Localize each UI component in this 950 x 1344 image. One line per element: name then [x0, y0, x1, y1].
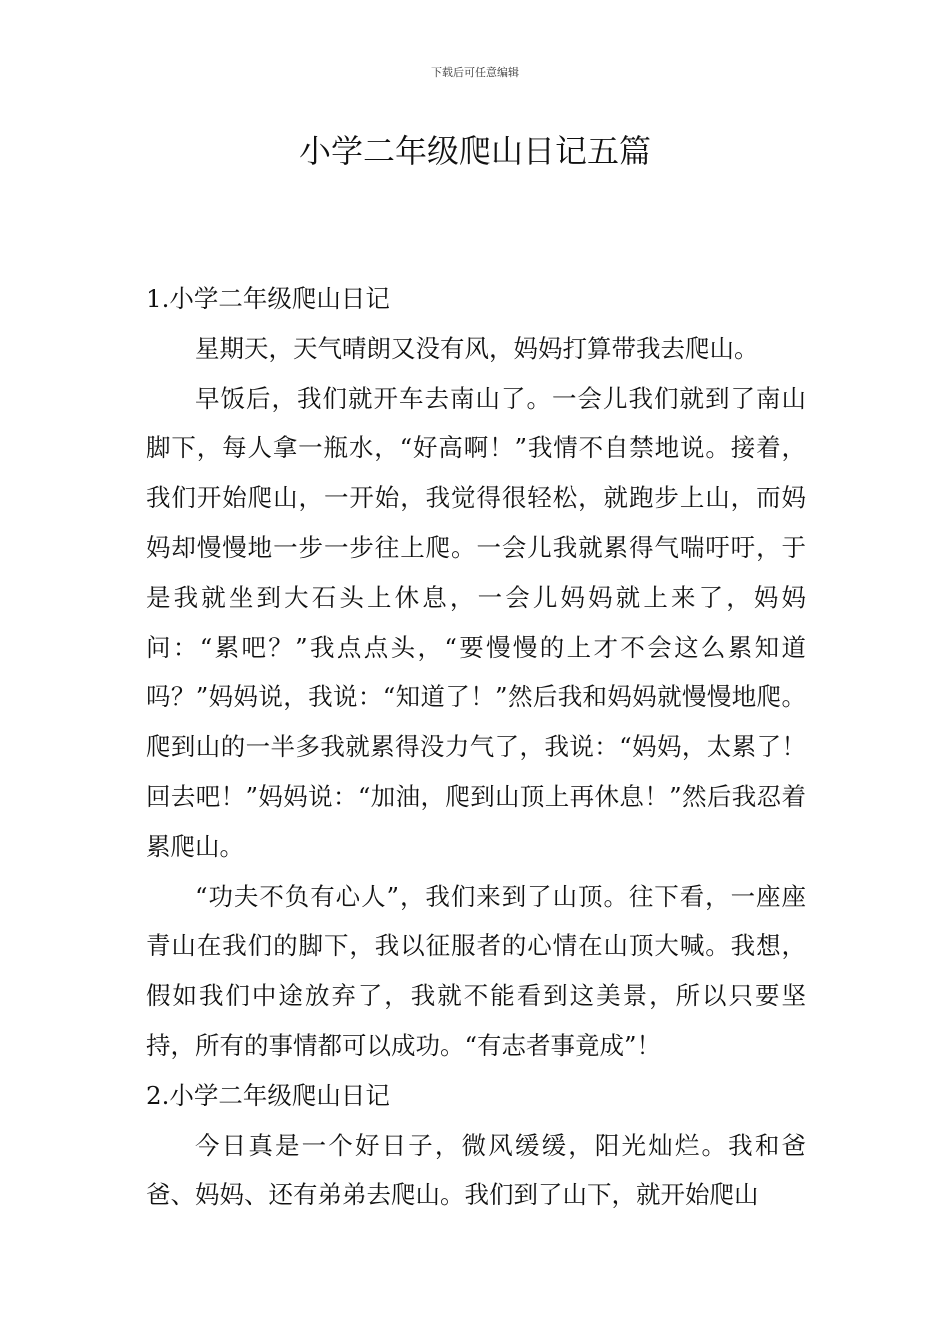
header-note: 下载后可任意编辑 [431, 66, 519, 79]
paragraph: “功夫不负有心人”，我们来到了山顶。往下看，一座座青山在我们的脚下，我以征服者的心情在山顶大喊。我想，假如我们中途放弃了，我就不能看到这美景，所以只要坚持，所有的事情都可以成功。“有志者事竟成”！ [146, 881, 806, 1060]
document-body [146, 274, 806, 1220]
section-heading-2: 2.小学二年级爬山日记 [146, 1080, 390, 1110]
paragraph: 早饭后，我们就开车去南山了。一会儿我们就到了南山脚下，每人拿一瓶水，“好高啊！”我情不自禁地说。接着，我们开始爬山，一开始，我觉得很轻松，就跑步上山，而妈妈却慢慢地一步一步往上爬。一会儿我就累得气喘吁吁，于是我就坐到大石头上休息，一会儿妈妈就上来了，妈妈问：“累吧？”我点点头，“要慢慢的上才不会这么累知道吗？”妈妈说，我说：“知道了！”然后我和妈妈就慢慢地爬。爬到山的一半多我就累得没力气了，我说：“妈妈，太累了！回去吧！”妈妈说：“加油，爬到山顶上再休息！”然后我忍着累爬山。 [146, 383, 806, 861]
paragraph: 星期天，天气晴朗又没有风，妈妈打算带我去爬山。 [195, 333, 759, 363]
section-heading-1: 1.小学二年级爬山日记 [146, 284, 390, 313]
page-title: 小学二年级爬山日记五篇 [298, 132, 651, 170]
paragraph: 今日真是一个好日子，微风缓缓，阳光灿烂。我和爸爸、妈妈、还有弟弟去爬山。我们到了山下，就开始爬山 [146, 1130, 806, 1210]
